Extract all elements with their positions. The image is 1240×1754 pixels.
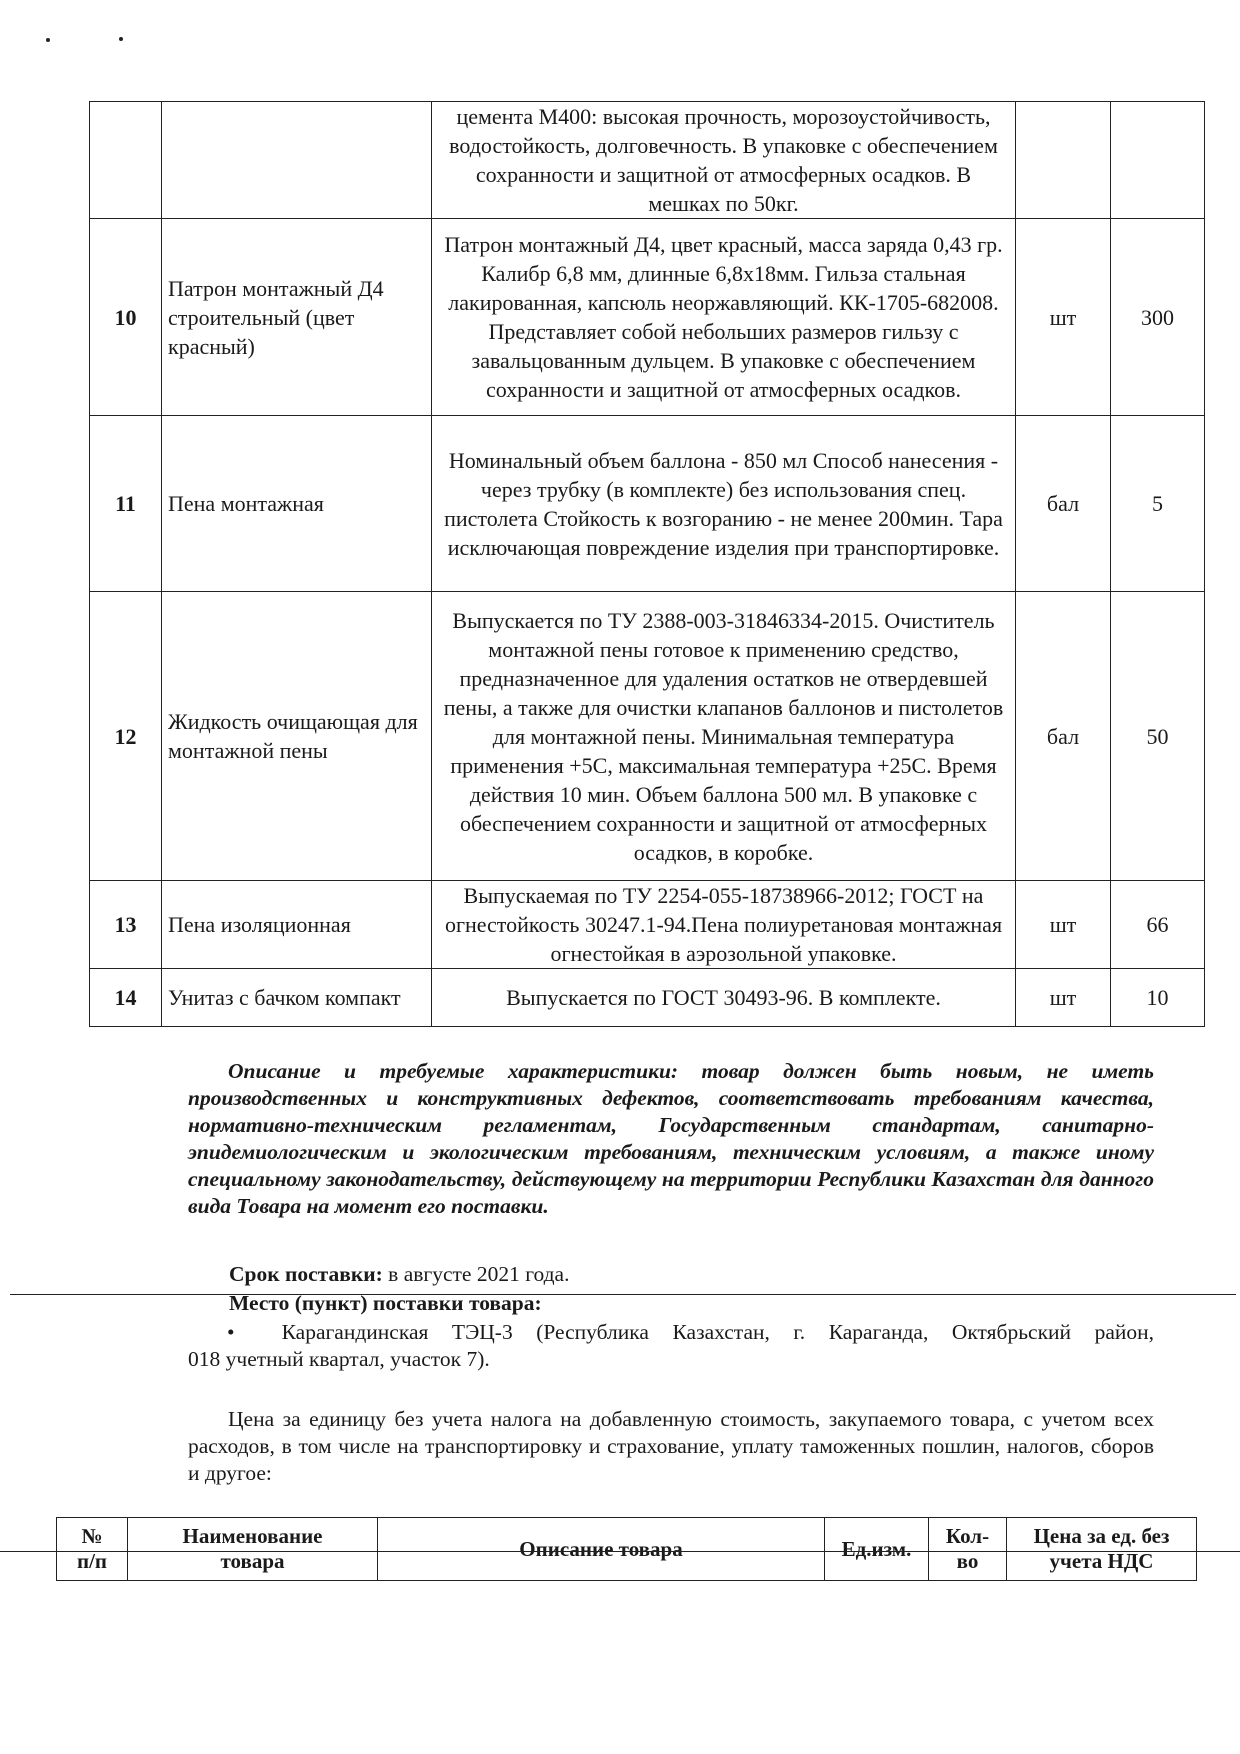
requirements-paragraph: Описание и требуемые характеристики: товар должен быть новым, не иметь производственных и конструктивных дефектов, соответствовать требованиям качества, нормативно-техническим регламентам, Государственным стандартам, санитарно-эпидемиологическим и экологическим требованиям, техническим условиям, а также иному специальному законодательству, действующему на территории Республики Казахстан для данного вида Товара на момент его поставки.	[188, 1059, 1154, 1218]
item-description: Выпускаемая по ТУ 2254-055-18738966-2012; ГОСТ на огнестойкость 30247.1-94.Пена полиуретановая монтажная огнестойкая в аэрозольной упаковке.	[432, 881, 1016, 969]
item-description: Выпускается по ТУ 2388-003-31846334-2015. Очиститель монтажной пены готовое к применению средство, предназначенное для удаления остатков не отвердевшей пены, а также для очистки клапанов баллонов и пистолетов для монтажной пены. Минимальная температура применения +5С, максимальная температура +25С. Время действия 10 мин. Объем баллона 500 мл. В упаковке с обеспечением сохранности и защитной от атмосферных осадков, в коробке.	[432, 592, 1016, 881]
item-description: Выпускается по ГОСТ 30493-96. В комплекте.	[432, 969, 1016, 1027]
table-header-row	[57, 1518, 1197, 1581]
item-name: Жидкость очищающая для монтажной пены	[162, 592, 432, 881]
row-number: 14	[90, 969, 162, 1027]
item-quantity: 5	[1111, 416, 1205, 592]
header-name	[128, 1518, 378, 1581]
bullet-icon: •	[227, 1320, 235, 1344]
goods-table	[89, 101, 1205, 1027]
header-name-line-2: товара	[220, 1549, 285, 1573]
row-number	[90, 102, 162, 219]
table-row	[90, 102, 1205, 219]
row-number: 13	[90, 881, 162, 969]
table-row	[90, 969, 1205, 1027]
header-number-line-1: №	[81, 1524, 103, 1548]
row-number: 12	[90, 592, 162, 881]
item-name: Патрон монтажный Д4 строительный (цвет красный)	[162, 219, 432, 416]
item-unit: шт	[1016, 881, 1111, 969]
header-name-line-1: Наименование	[182, 1524, 323, 1548]
item-quantity: 66	[1111, 881, 1205, 969]
price-note: Цена за единицу без учета налога на добавленную стоимость, закупаемого товара, с учетом всех расходов, в том числе на транспортировку и страхование, уплату таможенных пошлин, налогов, сборов и другое:	[188, 1407, 1154, 1485]
header-number-line-2: п/п	[76, 1549, 108, 1573]
item-description: Патрон монтажный Д4, цвет красный, масса заряда 0,43 гр. Калибр 6,8 мм, длинные 6,8х18мм. Гильза стальная лакированная, капсюль неоржавляющий. КК-1705-682008. Представляет собой небольших размеров гильзу с завальцованным дульцем. В упаковке с обеспечением сохранности и защитной от атмосферных осадков.	[432, 219, 1016, 416]
delivery-term-label: Срок поставки:	[229, 1262, 383, 1286]
header-quantity-line-2: во	[956, 1549, 979, 1573]
delivery-place-text: Карагандинская ТЭЦ-3 (Республика Казахстан, г. Караганда, Октябрьский район,	[281, 1320, 1154, 1344]
item-quantity	[1111, 102, 1205, 219]
header-number	[57, 1518, 128, 1581]
item-quantity: 300	[1111, 219, 1205, 416]
header-quantity-line-1: Кол-	[945, 1524, 990, 1548]
scan-speck	[46, 38, 50, 42]
header-description: Описание товара	[378, 1518, 825, 1581]
table-row	[90, 219, 1205, 416]
horizontal-rule	[0, 1551, 1240, 1552]
delivery-term	[229, 1261, 569, 1287]
item-name: Пена изоляционная	[162, 881, 432, 969]
scan-speck	[119, 37, 123, 41]
item-quantity: 10	[1111, 969, 1205, 1027]
header-price-line-1: Цена за ед. без	[1033, 1524, 1170, 1548]
delivery-place-line-1	[227, 1319, 1154, 1345]
item-name: Унитаз с бачком компакт	[162, 969, 432, 1027]
item-unit: бал	[1016, 416, 1111, 592]
item-description: Номинальный объем баллона - 850 мл Способ нанесения - через трубку (в комплекте) без использования спец. пистолета Стойкость к возгоранию - не менее 200мин. Тара исключающая повреждение изделия при транспортировке.	[432, 416, 1016, 592]
delivery-place-label: Место (пункт) поставки товара:	[229, 1291, 542, 1315]
table-row	[90, 881, 1205, 969]
item-name: Пена монтажная	[162, 416, 432, 592]
header-price-line-2: учета НДС	[1049, 1549, 1154, 1573]
delivery-term-value: в августе 2021 года.	[382, 1262, 570, 1286]
horizontal-rule	[10, 1294, 1236, 1295]
header-unit: Ед.изм.	[825, 1518, 929, 1581]
price-table-header	[56, 1517, 1197, 1581]
header-price	[1007, 1518, 1197, 1581]
item-name	[162, 102, 432, 219]
header-quantity	[929, 1518, 1007, 1581]
table-row	[90, 416, 1205, 592]
delivery-place-line-2: 018 учетный квартал, участок 7).	[188, 1347, 490, 1371]
item-unit	[1016, 102, 1111, 219]
row-number: 10	[90, 219, 162, 416]
item-quantity: 50	[1111, 592, 1205, 881]
item-description: цемента М400: высокая прочность, морозоустойчивость, водостойкость, долговечность. В упаковке с обеспечением сохранности и защитной от атмосферных осадков. В мешках по 50кг.	[432, 102, 1016, 219]
row-number: 11	[90, 416, 162, 592]
item-unit: шт	[1016, 969, 1111, 1027]
item-unit: шт	[1016, 219, 1111, 416]
table-row	[90, 592, 1205, 881]
item-unit: бал	[1016, 592, 1111, 881]
